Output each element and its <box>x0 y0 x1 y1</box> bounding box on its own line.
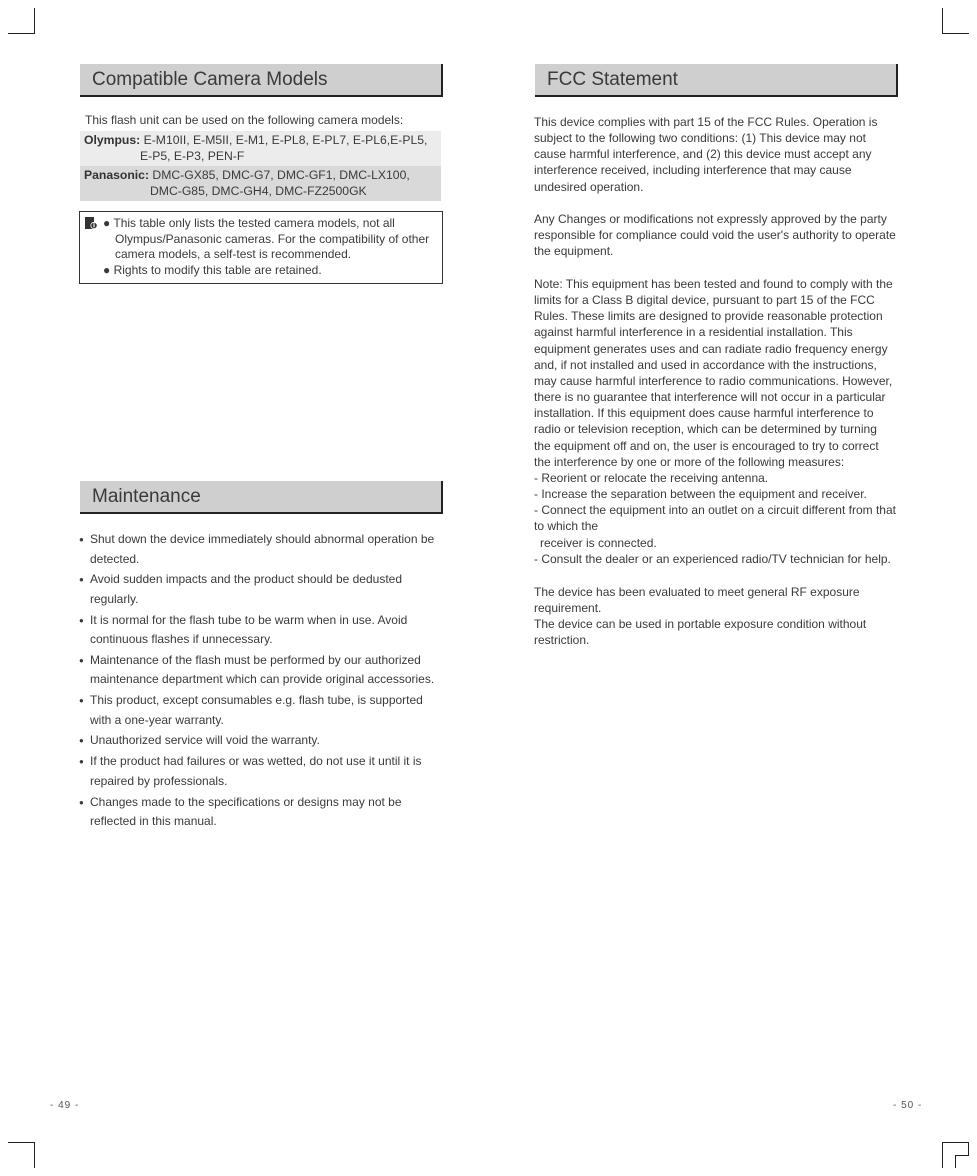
list-item: ● Avoid sudden impacts and the product should be dedusted regularly. <box>79 570 444 609</box>
crop-mark-top-right-h <box>942 33 969 34</box>
maintenance-list <box>79 530 444 833</box>
note-icon <box>85 217 97 229</box>
list-item: ● Unauthorized service will void the warranty. <box>79 731 444 751</box>
page-number-left: - 49 - <box>50 1100 80 1111</box>
table-row <box>80 166 441 201</box>
list-item: ● This product, except consumables e.g. flash tube, is supported with a one-year warranty. <box>79 691 444 730</box>
note-item <box>103 216 438 263</box>
note-line: ● Rights to modify this table are retained. <box>103 263 322 277</box>
list-item: ● Changes made to the specifications or designs may not be reflected in this manual. <box>79 793 444 832</box>
fcc-paragraph-1: This device complies with part 15 of the FCC Rules. Operation is subject to the following two conditions: (1) This device may not cause harmful interference, and (2) this device must accept any interference received, including interference that may cause undesired operation. <box>534 115 878 194</box>
fcc-paragraph-3: Note: This equipment has been tested and found to comply with the limits for a Class B digital device, pursuant to part 15 of the FCC Rules. These limits are designed to provide reasonable protection against harmful interference in a residential installation. This equipment generates uses and can radiate radio frequency energy and, if not installed and used in accordance with the instructions, may cause harmful interference to radio communications. However, there is no guarantee that interference will not occur in a particular installation. If this equipment does cause harmful interference to radio or television reception, which can be determined by turning the equipment off and on, the user is encouraged to try to correct the interference by one or more of the following measures: - Reorient or relocate the receiving antenna. - Increase the separation between the equipment and receiver. - Connect the equipment into an outlet on a circuit different from that to which the receiver is connected. - Consult the dealer or an experienced radio/TV technician for help. <box>534 277 896 566</box>
fcc-statement-title: FCC Statement <box>535 64 898 97</box>
fcc-paragraph-4: The device has been evaluated to meet general RF exposure requirement. The device can be used in portable exposure condition without restriction. <box>534 585 867 648</box>
note-line: Olympus/Panasonic cameras. For the compatibility of other <box>115 231 430 246</box>
crop-mark-bottom-right-h <box>942 1142 969 1143</box>
crop-mark-top-left-h <box>8 33 35 34</box>
note-item <box>103 263 438 279</box>
note-box <box>79 211 443 284</box>
list-item: ● Maintenance of the flash must be performed by our authorized maintenance department which can provide original accessories. <box>79 651 444 690</box>
crop-mark-bottom-left-v <box>34 1142 35 1168</box>
crop-mark-bottom-left-h <box>8 1142 35 1143</box>
fcc-paragraph-2: Any Changes or modifications not expressly approved by the party responsible for compliance could void the user's authority to operate the equipment. <box>534 212 896 259</box>
list-item: ● Shut down the device immediately should abnormal operation be detected. <box>79 530 444 569</box>
model-list: E-M10II, E-M5II, E-M1, E-PL8, E-PL7, E-PL6,E-PL5, <box>143 133 428 147</box>
model-list: DMC-GX85, DMC-G7, DMC-GF1, DMC-LX100, <box>152 168 410 182</box>
page-number-right: - 50 - <box>893 1100 923 1111</box>
crop-mark-top-left-v <box>34 8 35 34</box>
brand-label: Panasonic: <box>84 168 150 182</box>
note-line: ● This table only lists the tested camera models, not all <box>103 216 395 230</box>
list-item: ● It is normal for the flash tube to be warm when in use. Avoid continuous flashes if unnecessary. <box>79 611 444 650</box>
maintenance-title: Maintenance <box>80 481 443 514</box>
crop-mark-bottom-right-v3 <box>955 1155 956 1168</box>
note-line: camera models, a self-test is recommended. <box>115 247 352 261</box>
table-row <box>80 131 441 166</box>
brand-label: Olympus: <box>84 133 141 147</box>
crop-mark-bottom-right-v2 <box>968 1142 969 1156</box>
crop-mark-top-right-v <box>942 8 943 34</box>
compatible-models-title: Compatible Camera Models <box>80 64 443 97</box>
model-list-cont: DMC-G85, DMC-GH4, DMC-FZ2500GK <box>150 184 367 198</box>
crop-mark-bottom-right-v <box>942 1142 943 1168</box>
list-item: ● If the product had failures or was wetted, do not use it until it is repaired by professionals. <box>79 752 444 791</box>
model-list-cont: E-P5, E-P3, PEN-F <box>140 149 245 163</box>
compatible-intro-text: This flash unit can be used on the following camera models: <box>85 113 404 127</box>
camera-models-table <box>80 131 441 201</box>
crop-mark-bottom-right-h2 <box>955 1155 969 1156</box>
